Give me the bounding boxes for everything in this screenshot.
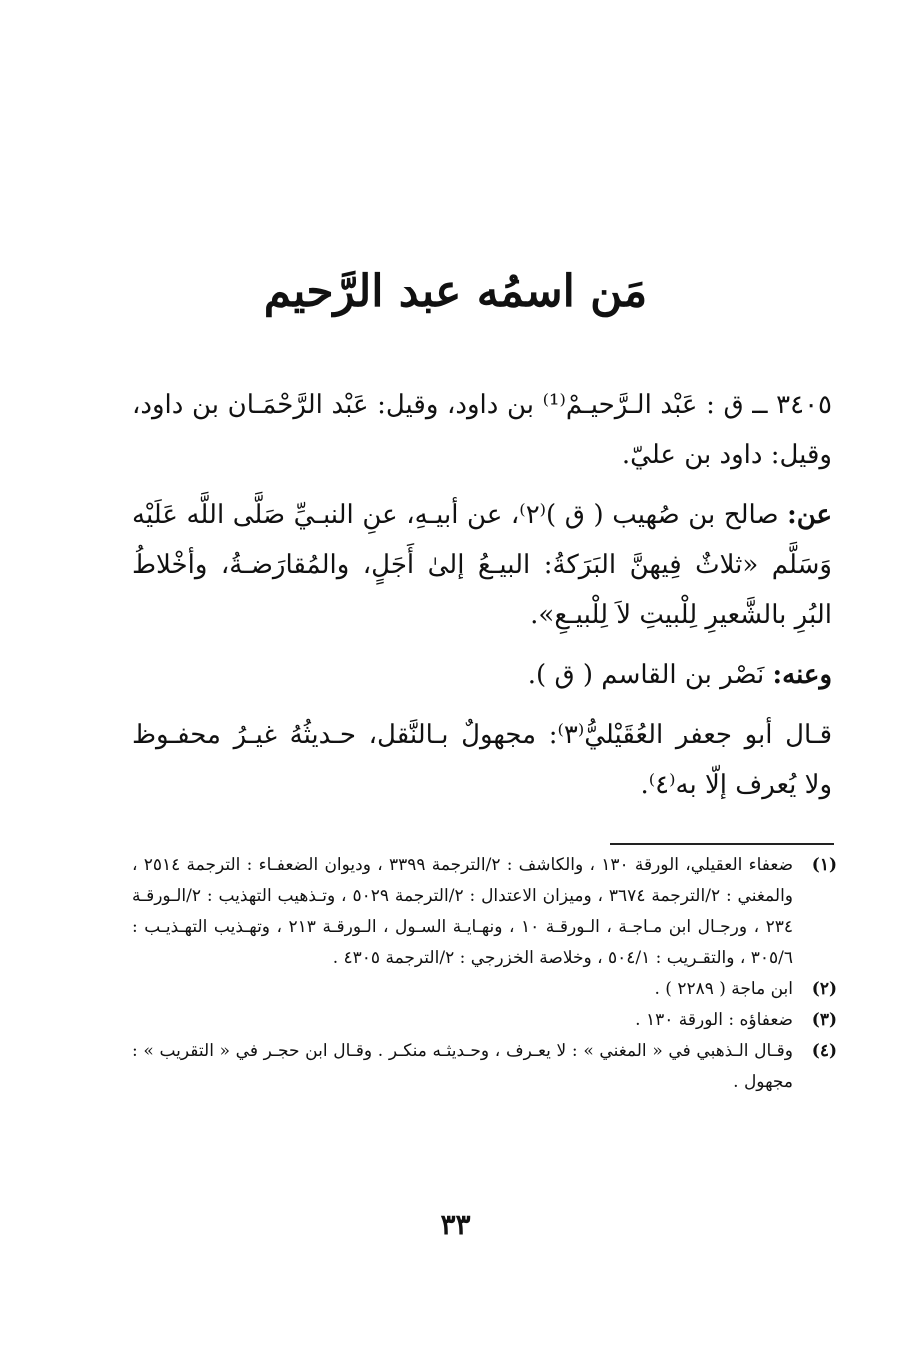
entry-narrated-by [132,650,832,700]
footnotes [132,850,837,1098]
footnote-divider [610,843,834,845]
footnote-number: (٢) [811,979,837,999]
narrated-by-text: نَصْر بن القاسم ( ق ). [527,660,765,690]
footnote-number: (٤) [811,1041,837,1061]
chapter-title: مَن اسمُه عبد الرَّحيم [263,266,648,317]
footnote-number: (١) [811,855,837,875]
footnote [132,850,837,974]
footnote-text: وقـال الـذهبي في « المغني » : لا يعـرف ، وحـديثـه منكـر . وقـال ابن حجـر في « التقريب » : مجهول . [132,1041,793,1092]
entry-statement: قـال أبو جعفر العُقَيْليُّ⁽٣⁾: مجهولٌ بـالنَّقل، حـديثُهُ غيـرُ محفـوظ ولا يُعرف إلّا به⁽٤⁾. [132,720,833,800]
page-number: ٣٣ [440,1208,471,1241]
entry-narrated-from [132,490,832,640]
footnote [132,974,837,1005]
footnote [132,1005,837,1036]
footnote-text: ابن ماجة ( ٢٢٨٩ ) . [654,979,793,999]
entry-heading: ٣٤٠٥ ــ ق : عَبْد الـرَّحيـمْ⁽¹⁾ بن داود، وقيل: عَبْد الرَّحْمَـان بن داود، وقيل: داود بن عليّ. [132,390,832,470]
footnote-text: ضعفاء العقيلي، الورقة ١٣٠ ، والكاشف : ٢/الترجمة ٣٣٩٩ ، وديوان الضعفـاء : الترجمة ٢٥١٤ ، والمغني : ٢/الترجمة ٣٦٧٤ ، وميزان الاعتدال : ٢/الترجمة ٥٠٢٩ ، وتـذهيب التهذيب : ٢/الـورقـة ٢٣٤ ، ورجـال ابن مـاجـة ، الـورقـة ١٠ ، ونهـايـة السـول ، الـورقـة ٢١٣ ، وتهـذيب التهـذيـب : ٣٠٥/٦ ، والتقـريب : ٥٠٤/١ ، وخلاصة الخزرجي : ٢/الترجمة ٤٣٠٥ . [132,855,794,968]
narrated-by-label: وعنه: [772,660,832,690]
footnote-text: ضعفاؤه : الورقة ١٣٠ . [635,1010,793,1030]
footnote-number: (٣) [811,1010,837,1030]
narrated-from-text: صالح بن صُهيب ( ق )⁽٢⁾، عن أبيـهِ، عنِ النبـيِّ صَلَّى اللَّه عَلَيْه وَسَلَّم «ثلاثٌ فِيهنَّ البَرَكةُ: البيـعُ إلىٰ أَجَلٍ، والمُقارَضـةُ، وأخْلاطُ البُرِ بالشَّعيرِ لِلْبيتِ لاَ لِلْبيـعِ». [132,500,832,630]
footnote [132,1036,837,1098]
narrated-from-label: عن: [787,500,833,530]
